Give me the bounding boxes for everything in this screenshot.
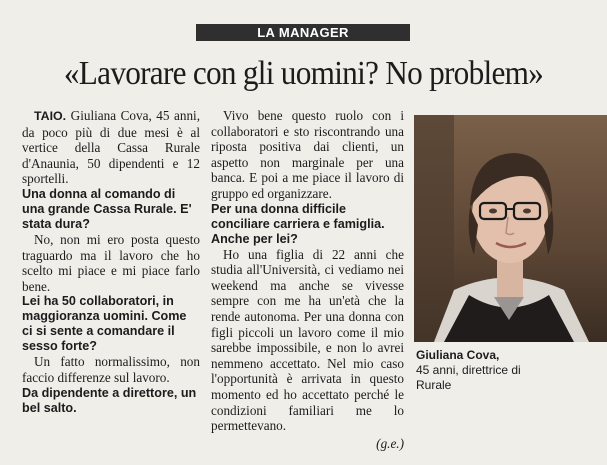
question-2: Lei ha 50 collaboratori, in maggioranza uomini. Come ci si sente a comandare il sesso forte? bbox=[22, 294, 187, 354]
answer-2: Un fatto normalissimo, non faccio differenze sul lavoro. bbox=[22, 354, 200, 385]
article-column-1 bbox=[22, 108, 200, 416]
intro-paragraph bbox=[22, 108, 200, 187]
portrait-photo bbox=[414, 115, 607, 342]
answer-4: Ho una figlia di 22 anni che studia all'Università, ci vediamo nei weekend ma anche se vivesse sempre con me ha un'età che la rende autonoma. Per una donna con figli piccoli un lavoro come il mio sarebbe impossibile, e non lo avrei nemmeno accettato. Nel mio caso l'opportunità è arrivata in questo momento ed ho accettato perché le condizioni familiari me lo permettevano. bbox=[211, 246, 404, 434]
photo-caption bbox=[416, 348, 536, 393]
question-3: Da dipendente a direttore, un bel salto. bbox=[22, 385, 197, 415]
answer-1: No, non mi ero posta questo traguardo ma il lavoro che ho scelto mi piace e mi piace farlo bene. bbox=[22, 231, 200, 294]
portrait-icon bbox=[414, 115, 607, 342]
article-column-2 bbox=[211, 108, 404, 451]
question-1: Una donna al comando di una grande Cassa Rurale. E' stata dura? bbox=[22, 186, 192, 231]
intro-text: Giuliana Cova, 45 anni, da poco più di due mesi è al vertice della Cassa Rurale d'Anaunia, 50 dipendenti e 12 sportelli. bbox=[22, 108, 201, 187]
section-tag: LA MANAGER bbox=[196, 24, 410, 41]
question-4: Per una donna difficile conciliare carriera e famiglia. Anche per lei? bbox=[211, 201, 385, 246]
answer-3: Vivo bene questo ruolo con i collaboratori e sto riscontrando una riposta positiva dai clienti, un aspetto non marginale per una banca. E poi a me piace il lavoro di gruppo ed organizzare. bbox=[211, 108, 404, 201]
caption-name: Giuliana Cova, bbox=[416, 348, 500, 362]
dateline: TAIO. bbox=[34, 109, 67, 123]
headline: «Lavorare con gli uomini? No problem» bbox=[63, 55, 544, 92]
author-initials: (g.e.) bbox=[376, 435, 404, 451]
caption-detail: 45 anni, direttrice di Rurale bbox=[416, 363, 521, 392]
